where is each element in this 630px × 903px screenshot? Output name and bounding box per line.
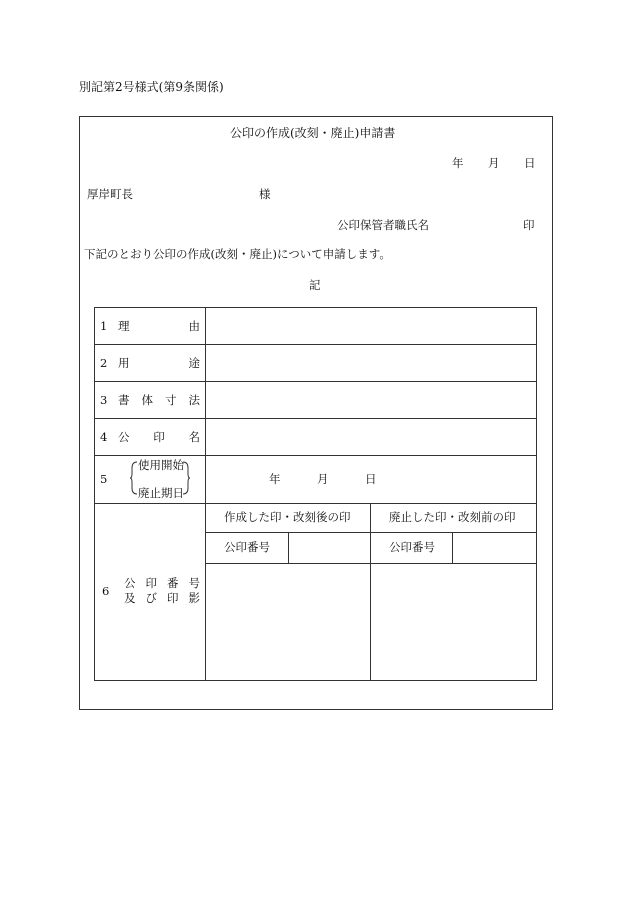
table-label-divider [205,307,206,680]
form-reference: 別記第2号様式(第9条関係) [79,80,224,94]
row6-number: 6 [102,584,110,598]
seal-mark: 印 [523,218,535,232]
row4-number: 4 [100,430,108,444]
row5-end-label: 廃止期日 [138,486,184,500]
row2-label-char: 用 [118,356,130,370]
row6-label-char: び [145,591,157,605]
row1-label-char: 理 [118,319,130,333]
row6-label-char: 印 [145,576,157,590]
row6-label-line1 [124,578,200,590]
row2-number: 2 [100,356,108,370]
row4-label-char: 印 [153,430,165,444]
row6-label-char: 影 [188,591,200,605]
applicant-label: 公印保管者職氏名 [337,218,429,232]
abolished-seal-number-label: 公印番号 [389,540,435,554]
date-year: 年 [452,156,464,170]
ki-heading: 記 [309,278,321,292]
row3-label-char: 法 [188,393,200,407]
row5-number: 5 [100,472,108,486]
row3-label-char: 体 [141,393,153,407]
form-title: 公印の作成(改刻・廃止)申請書 [230,126,396,140]
row2-label-char: 途 [188,356,200,370]
statement-text: 下記のとおり公印の作成(改刻・廃止)について申請します。 [84,247,391,261]
row3-label-char: 書 [118,393,130,407]
row6-label-line2 [124,593,200,605]
table-seal-column-divider [370,503,371,680]
date-month: 月 [488,156,500,170]
row3-label-char: 寸 [165,393,177,407]
row5-start-label: 使用開始 [138,458,184,472]
row6-label-char: 公 [124,576,136,590]
table-row-line [94,344,536,345]
row1-number: 1 [100,319,108,333]
date-day: 日 [524,156,536,170]
row4-label-char: 公 [118,430,130,444]
row2-label [118,358,200,370]
table-number-divider-left [288,532,289,563]
row6-label-char: 印 [167,591,179,605]
row5-year: 年 [269,472,281,486]
table-number-divider-right [452,532,453,563]
row4-label-char: 名 [188,430,200,444]
table-row-line [94,455,536,456]
row6-label-char: 番 [167,576,179,590]
abolished-seal-header: 廃止した印・改刻前の印 [389,510,516,524]
table-seal-header-line [205,532,536,533]
table-row-line [94,503,536,504]
table-row-line [94,381,536,382]
row3-number: 3 [100,393,108,407]
row3-label [118,395,200,407]
row6-label-char: 号 [188,576,200,590]
addressee-honorific: 様 [259,187,271,201]
row1-label [118,321,200,333]
row1-label-char: 由 [188,319,200,333]
row6-label-char: 及 [124,591,136,605]
table-row-line [94,418,536,419]
created-seal-header: 作成した印・改刻後の印 [224,510,351,524]
addressee-name: 厚岸町長 [87,187,133,201]
row5-day: 日 [365,472,377,486]
row5-month: 月 [317,472,329,486]
table-seal-number-line [205,563,536,564]
row4-label [118,432,200,444]
created-seal-number-label: 公印番号 [224,540,270,554]
